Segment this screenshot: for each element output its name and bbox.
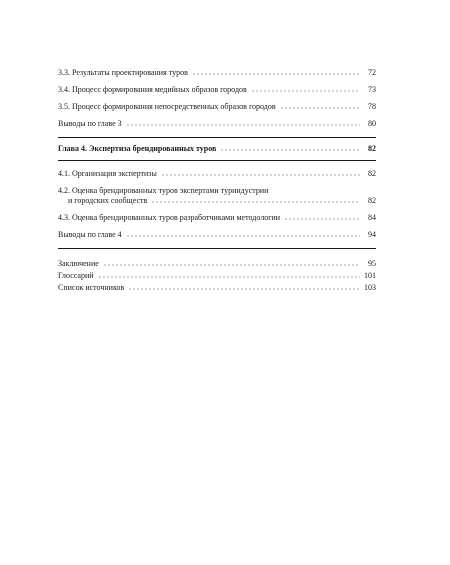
toc-chapter-4[interactable]: [58, 144, 376, 154]
dot-leader: [98, 272, 360, 278]
toc-entry-sources[interactable]: [58, 283, 376, 293]
toc-entry-conclusions-3[interactable]: [58, 119, 376, 129]
toc-entry-page: 80: [368, 119, 376, 128]
toc-entry-title: 4.3. Оценка брендированных туров разработчиками методологии: [58, 213, 281, 222]
toc-entry-3-4[interactable]: [58, 85, 376, 95]
table-of-contents: [58, 60, 376, 293]
toc-entry-title: 4.1. Организация экспертизы: [58, 169, 157, 178]
toc-entry-page: 95: [368, 259, 376, 268]
toc-entry-page: 82: [368, 196, 376, 205]
toc-entry-title: 3.4. Процесс формирования медийных образов городов: [58, 85, 247, 94]
toc-entry-page: 78: [368, 102, 376, 111]
toc-entry-title: 3.3. Результаты проектирования туров: [58, 68, 188, 77]
toc-entry-page: 103: [364, 283, 376, 292]
toc-entry-title: Список источников: [58, 283, 125, 292]
divider-rule: [58, 248, 376, 249]
toc-entry-3-3[interactable]: [58, 68, 376, 78]
toc-entry-glossary[interactable]: [58, 271, 376, 281]
toc-entry-conclusion[interactable]: [58, 259, 376, 269]
dot-leader: [251, 86, 360, 92]
toc-entry-title: 4.2. Оценка брендированных туров экспертами туриндустрии: [58, 186, 269, 195]
toc-entry-title: Глоссарий: [58, 271, 94, 280]
toc-entry-page: 94: [368, 230, 376, 239]
divider-rule: [58, 137, 376, 138]
toc-entry-title: 3.5. Процесс формирования непосредственных образов городов: [58, 102, 276, 111]
toc-entry-page: 84: [368, 213, 376, 222]
dot-leader: [284, 214, 360, 220]
toc-entry-title: Выводы по главе 3: [58, 119, 122, 128]
dot-leader: [161, 170, 360, 176]
dot-leader: [126, 231, 360, 237]
divider-rule: [58, 160, 376, 161]
toc-entry-page: 82: [368, 169, 376, 178]
dot-leader: [103, 260, 360, 266]
toc-entry-4-1[interactable]: [58, 169, 376, 179]
toc-entry-title-cont: и городских сообществ: [68, 196, 148, 205]
toc-entry-3-5[interactable]: [58, 102, 376, 112]
dot-leader: [192, 69, 360, 75]
dot-leader: [220, 145, 360, 151]
dot-leader: [151, 197, 360, 203]
toc-entry-4-2[interactable]: [58, 186, 376, 206]
toc-chapter-page: 82: [368, 144, 376, 153]
toc-entry-page: 73: [368, 85, 376, 94]
dot-leader: [280, 103, 360, 109]
dot-leader: [128, 284, 360, 290]
toc-entry-title: Выводы по главе 4: [58, 230, 122, 239]
toc-entry-page: 72: [368, 68, 376, 77]
toc-entry-title: Заключение: [58, 259, 99, 268]
toc-chapter-title: Глава 4. Экспертиза брендированных туров: [58, 144, 217, 153]
toc-entry-conclusions-4[interactable]: [58, 230, 376, 240]
toc-entry-4-3[interactable]: [58, 213, 376, 223]
toc-entry-page: 101: [364, 271, 376, 280]
dot-leader: [126, 120, 360, 126]
